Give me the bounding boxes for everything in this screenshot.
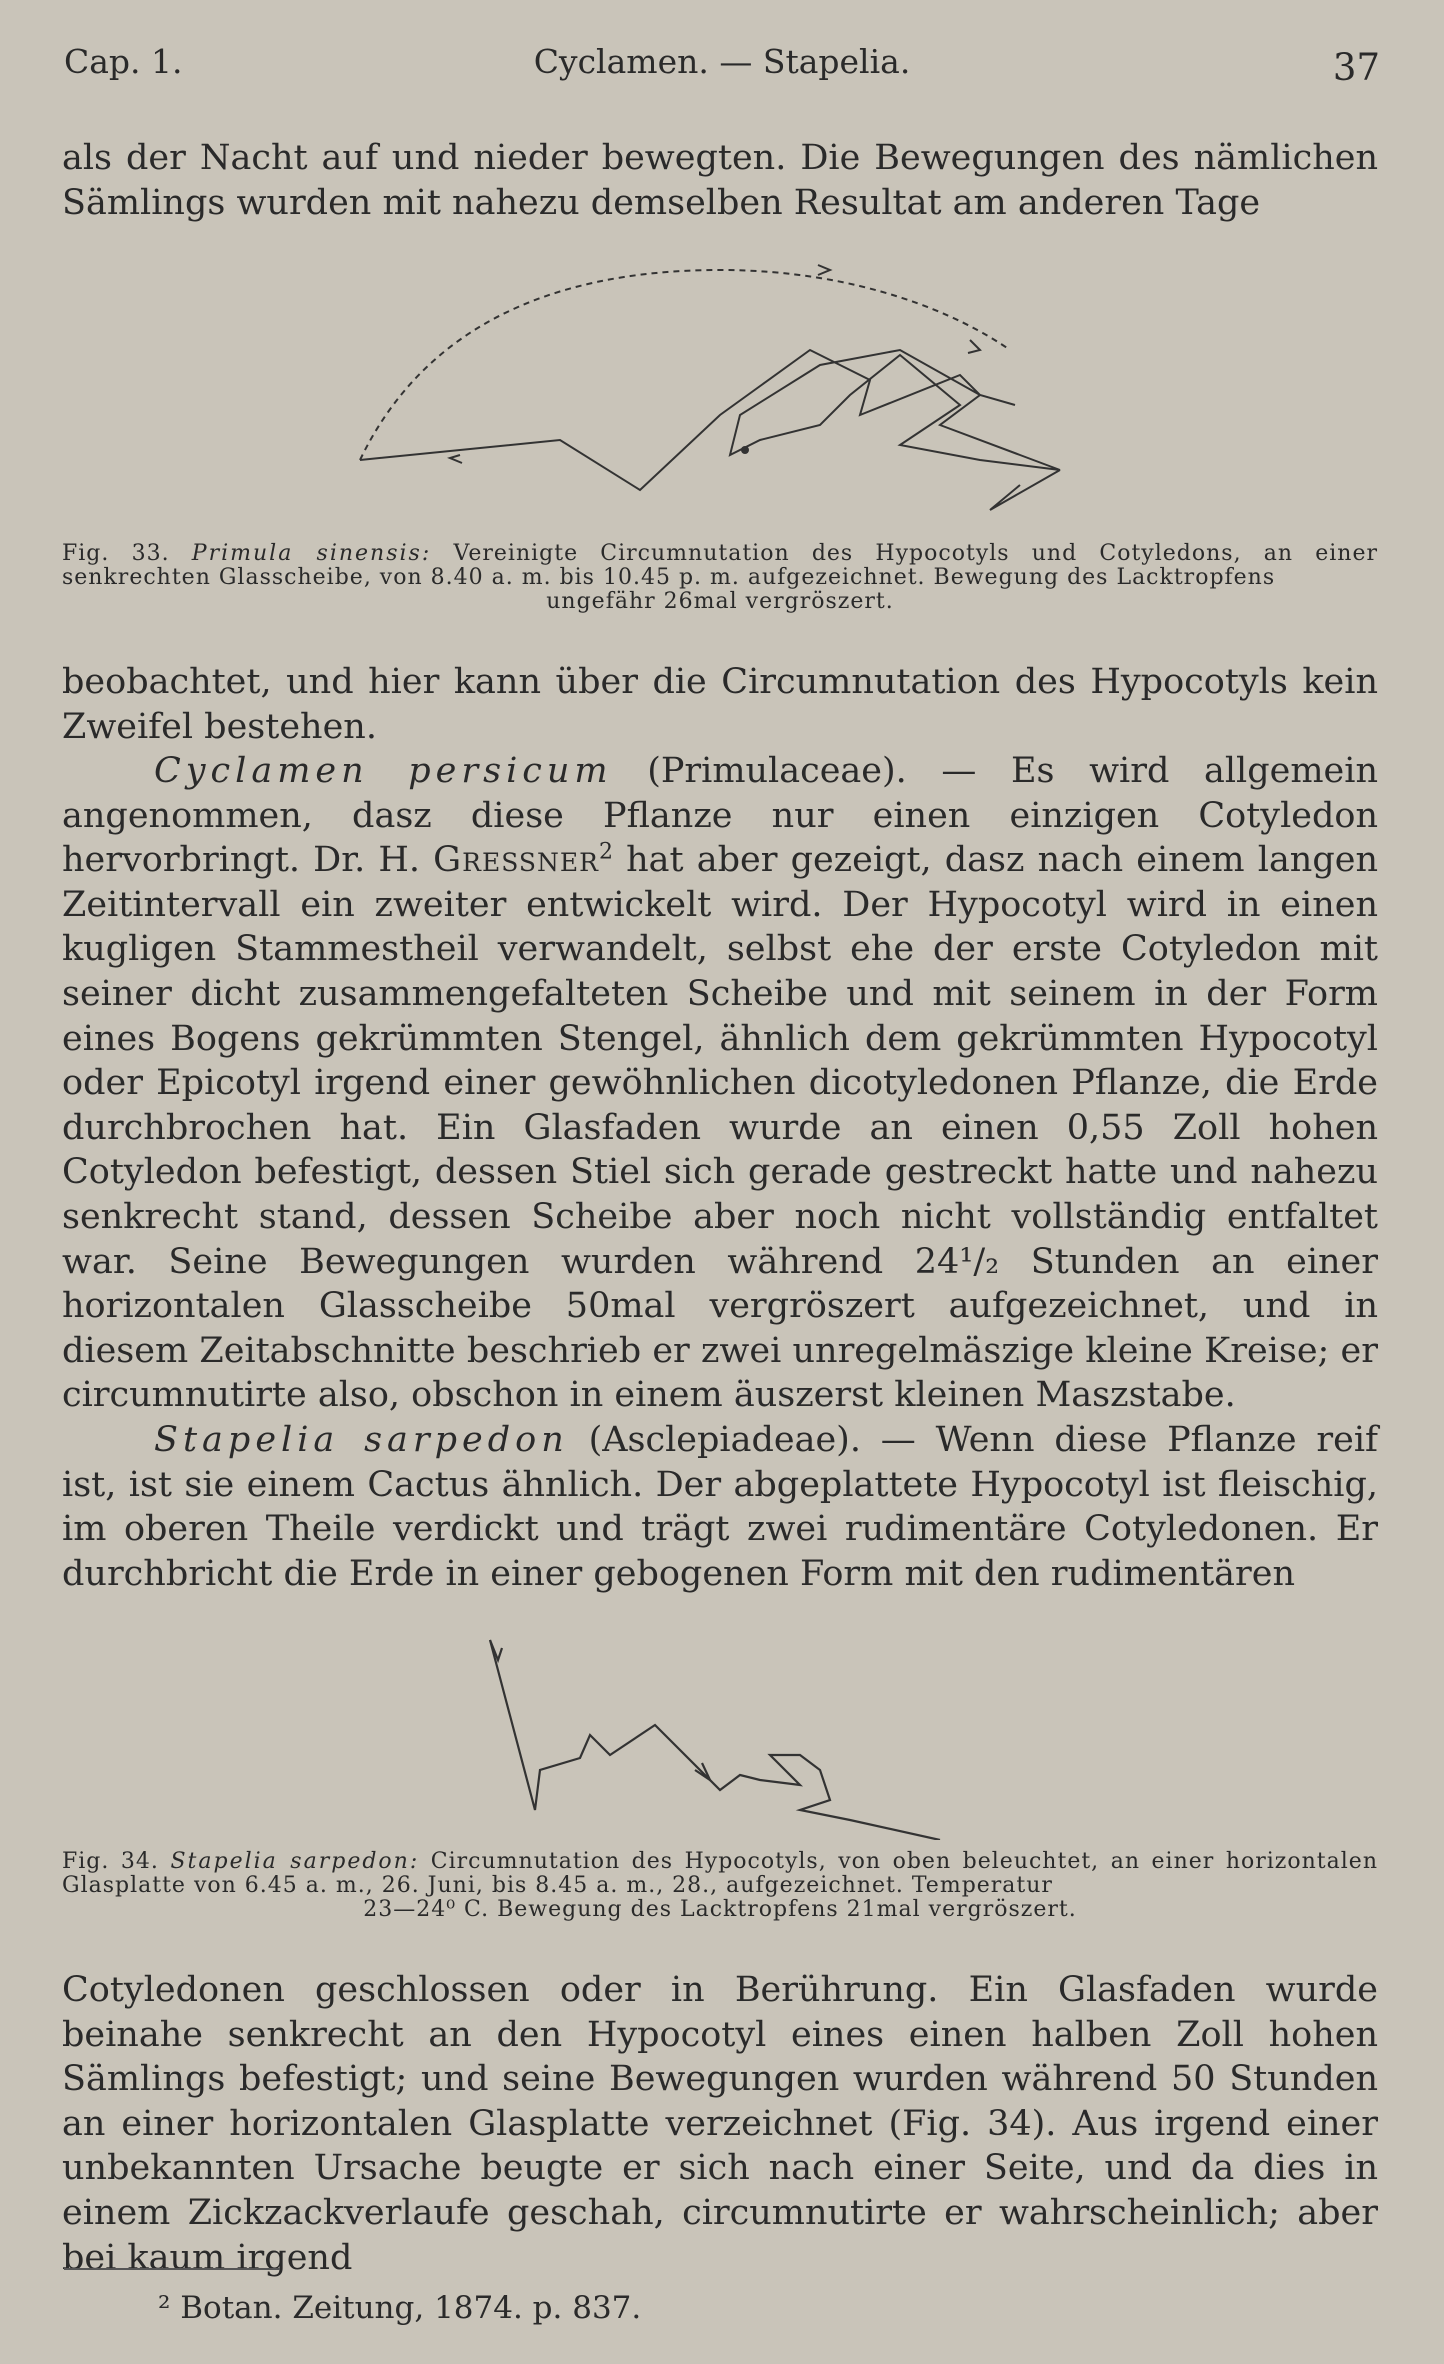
fig33-trace <box>360 350 1060 490</box>
paragraph-stapelia: Stapelia sarpedon (Asclepiadeae). — Wenn diese Pflanze reif ist, ist sie einem Cactus ähnlich. Der abgeplattete Hypocotyl ist fleischig, im oberen Theile verdickt und trägt zwei rudimentäre Cotyledonen. Er durchbricht die Erde in einer gebogenen Form mit den rudimentären <box>62 1420 1378 1594</box>
fig33-caption-text: Vereinigte Circumnutation des Hypocotyls und Cotyledons, an einer senkrechten Glasscheibe, von 8.40 a. m. bis 10.45 p. m. aufgezeichnet. Bewegung des Lacktropfens <box>62 541 1379 590</box>
fig33-arrow-3 <box>968 340 980 353</box>
footnote-ref[interactable]: 2 <box>598 839 613 865</box>
fig33-caption-last: ungefähr 26mal vergröszert. <box>546 589 894 614</box>
fig34-label: Fig. 34. <box>62 1849 159 1874</box>
footnote: ² Botan. Zeitung, 1874. p. 837. <box>158 2290 642 2326</box>
figure-33-caption <box>62 542 1378 614</box>
fig33-tail <box>990 470 1060 510</box>
paragraph-cyclamen: Cyclamen persicum (Primulaceae). — Es wird allgemein angenommen, dasz diese Pflanze nur einen einzigen Cotyledon hervorbringt. Dr. H. Gressner$^2$ hat aber gezeigt, dasz nach einem langen Zeitintervall ein zweiter entwickelt wird. Der Hypocotyl wird in einen kugligen Stammestheil verwandelt, selbst ehe der erste Cotyledon mit seiner dicht zusammengefalteten Scheibe und mit seinem in der Form eines Bogens gekrümmten Stengel, ähnlich dem gekrümmten Hypocotyl oder Epicotyl irgend einer gewöhnlichen dicotyledonen Pflanze, die Erde durchbrochen hat. Ein Glasfaden wurde an einen 0,55 Zoll hohen Cotyledon befestigt, dessen Stiel sich gerade gestreckt hatte und nahezu senkrecht stand, dessen Scheibe aber noch nicht vollständig entfaltet war. Seine Bewegungen wurden während 24¹/₂ Stunden an einer horizontalen Glasscheibe 50mal vergröszert aufgezeichnet, und in diesem Zeitabschnitte beschrieb er zwei unregelmäszige kleine Kreise; er circumnutirte also, obschon in einem äuszerst kleinen Maszstabe. <box>62 751 1379 1416</box>
paragraph-intro: beobachtet, und hier kann über die Circumnutation des Hypocotyls kein Zweifel bestehen. <box>62 662 1378 747</box>
figure-33-drawing <box>340 255 1120 540</box>
fig33-label: Fig. 33. <box>62 541 170 566</box>
figure-34-drawing <box>470 1630 950 1840</box>
fig33-arrow-2 <box>450 455 462 463</box>
cyclamen-species-name: Cyclamen persicum <box>154 751 613 791</box>
fig34-caption-last: 23—24⁰ C. Bewegung des Lacktropfens 21mal vergröszert. <box>363 1897 1077 1922</box>
paragraph-top: als der Nacht auf und nieder bewegten. Die Bewegungen des nämlichen Sämlings wurden mit nahezu demselben Resultat am anderen Tage <box>62 138 1378 223</box>
page-number: 37 <box>1332 46 1380 89</box>
running-title: Cyclamen. — Stapelia. <box>533 42 911 81</box>
paragraph-bottom: Cotyledonen geschlossen oder in Berührung. Ein Glasfaden wurde beinahe senkrecht an den Hypocotyl eines einen halben Zoll hohen Sämlings befestigt; und seine Bewegungen wurden während 50 Stunden an einer horizontalen Glasplatte verzeichnet (Fig. 34). Aus irgend einer unbekannten Ursache beugte er sich nach einer Seite, und da dies in einem Zickzackverlaufe geschah, circumnutirte er wahrscheinlich; aber bei kaum irgend <box>62 1970 1378 2278</box>
fig34-caption-text: Circumnutation des Hypocotyls, von oben beleuchtet, an einer horizontalen Glasplatte von 6.45 a. m., 26. Juni, bis 8.45 a. m., 28., aufgezeichnet. Temperatur <box>62 1849 1378 1898</box>
footnote-rule <box>64 2268 280 2270</box>
stapelia-species-name: Stapelia sarpedon <box>154 1420 569 1460</box>
fraction: ¹/₂ <box>959 1241 1000 1282</box>
fig34-species: Stapelia sarpedon: <box>170 1849 420 1874</box>
running-head <box>64 42 1380 92</box>
fig33-species: Primula sinensis: <box>191 541 432 566</box>
author-gressner: Gressner <box>433 840 599 881</box>
figure-34-caption <box>62 1850 1378 1922</box>
fig33-arrow-1 <box>818 265 830 275</box>
fig34-trace <box>490 1640 940 1840</box>
fig33-start-dot <box>741 446 749 454</box>
chapter-label: Cap. 1. <box>64 42 183 81</box>
